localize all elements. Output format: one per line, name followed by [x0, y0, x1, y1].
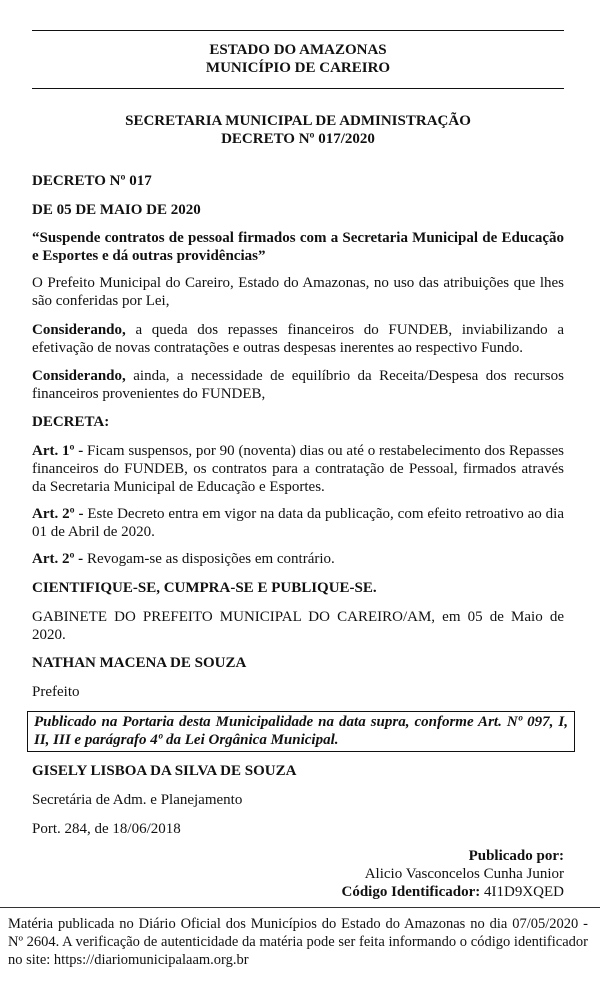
article-3-text: Revogam-se as disposições em contrário.	[83, 551, 335, 567]
secretary-title: Secretária de Adm. e Planejamento	[32, 792, 243, 808]
article-3-label: Art. 2º -	[32, 551, 84, 567]
decree-date: DE 05 DE MAIO DE 2020	[32, 202, 201, 218]
cabinet-statement: GABINETE DO PREFEITO MUNICIPAL DO CAREIRO/AM, em 05 de Maio de 2020.	[32, 609, 564, 643]
portaria-reference: Port. 284, de 18/06/2018	[32, 821, 181, 837]
footer-divider	[0, 907, 600, 908]
article-1	[32, 442, 564, 496]
preamble: O Prefeito Municipal do Careiro, Estado do Amazonas, no uso das atribuições que lhes são conferidas por Lei,	[32, 275, 564, 309]
article-2-label: Art. 2º -	[32, 506, 84, 522]
article-3	[32, 550, 564, 568]
municipality-heading: MUNICÍPIO DE CAREIRO	[205, 60, 391, 76]
article-2	[32, 505, 564, 541]
decreta-heading: DECRETA:	[32, 414, 110, 430]
publisher-name: Alicio Vasconcelos Cunha Junior	[364, 866, 564, 882]
article-2-text: Este Decreto entra em vigor na data da publicação, com efeito retroativo ao dia 01 de Abril de 2020.	[32, 506, 564, 540]
closing-statement: CIENTIFIQUE-SE, CUMPRA-SE E PUBLIQUE-SE.	[32, 580, 377, 596]
article-1-text: Ficam suspensos, por 90 (noventa) dias ou até o restabelecimento dos Repasses financeiros do FUNDEB, os contratos para a contratação de Pessoal, firmados através da Secretaria Municipal de Educação e Esportes.	[32, 443, 565, 495]
top-divider	[32, 30, 564, 31]
considering-2-label: Considerando,	[32, 368, 126, 384]
identifier-code-value: 4I1D9XQED	[480, 884, 564, 900]
considering-2	[32, 367, 564, 403]
considering-1-text: a queda dos repasses financeiros do FUNDEB, inviabilizando a efetivação de novas contratações e outras despesas inerentes ao respectivo Fundo.	[32, 322, 564, 356]
considering-1-label: Considerando,	[32, 322, 126, 338]
decree-title: DECRETO Nº 017/2020	[221, 131, 375, 147]
mayor-name: NATHAN MACENA DE SOUZA	[32, 655, 247, 671]
secretary-name: GISELY LISBOA DA SILVA DE SOUZA	[32, 763, 297, 779]
footer-notice: Matéria publicada no Diário Oficial dos Municípios do Estado do Amazonas no dia 07/05/2020 - Nº 2604. A verificação de autenticidade da matéria pode ser feita informando o código identificador no site: https://diariomunicipalaam.org.br	[8, 916, 588, 968]
header-divider	[32, 88, 564, 89]
decree-number: DECRETO Nº 017	[32, 173, 152, 189]
publication-notice-box: Publicado na Portaria desta Municipalidade na data supra, conforme Art. Nº 097, I, II, III e parágrafo 4º da Lei Orgânica Municipal.	[27, 711, 575, 752]
considering-1	[32, 321, 564, 357]
decree-ementa: “Suspende contratos de pessoal firmados com a Secretaria Municipal de Educação e Esportes e dá outras providências”	[32, 230, 564, 264]
identifier-code-label: Código Identificador:	[341, 884, 481, 900]
published-by-label: Publicado por:	[468, 848, 564, 864]
identifier-code	[342, 883, 565, 901]
mayor-title: Prefeito	[32, 684, 80, 700]
state-heading: ESTADO DO AMAZONAS	[209, 42, 387, 58]
considering-2-text: ainda, a necessidade de equilíbrio da Receita/Despesa dos recursos financeiros provenientes do FUNDEB,	[32, 368, 564, 402]
article-1-label: Art. 1º -	[32, 443, 84, 459]
secretariat-heading: SECRETARIA MUNICIPAL DE ADMINISTRAÇÃO	[125, 113, 471, 129]
